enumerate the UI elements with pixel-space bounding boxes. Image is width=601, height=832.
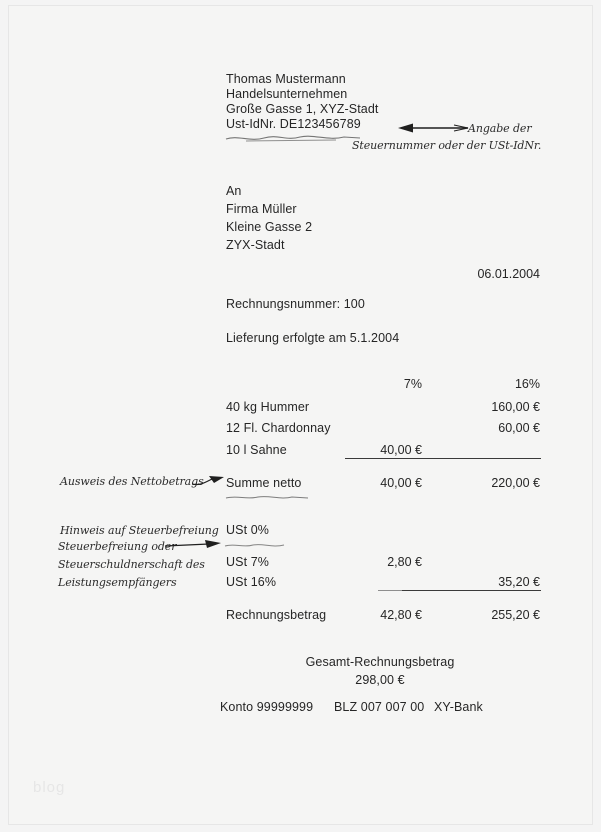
invoice-number: Rechnungsnummer: 100 bbox=[226, 297, 365, 311]
sender-business: Handelsunternehmen bbox=[226, 87, 348, 101]
invoice-total-amount-7: 42,80 € bbox=[380, 608, 422, 622]
vat-rows-rule-tail bbox=[378, 590, 402, 591]
table-header-7: 7% bbox=[403, 377, 422, 391]
table-row: 10 l Sahne bbox=[226, 443, 287, 457]
vat-row-amount-7: 2,80 € bbox=[387, 555, 422, 569]
table-row-amount-16: 60,00 € bbox=[498, 421, 540, 435]
vat-row-label: USt 0% bbox=[226, 523, 269, 537]
vat-rows-rule bbox=[402, 590, 541, 591]
vat-row-label: USt 7% bbox=[226, 555, 269, 569]
vat-row-amount-16: 35,20 € bbox=[498, 575, 540, 589]
table-row-amount-7: 40,00 € bbox=[380, 443, 422, 457]
delivery-date: Lieferung erfolgte am 5.1.2004 bbox=[226, 331, 400, 345]
invoice-date: 06.01.2004 bbox=[477, 267, 540, 281]
grand-total-amount: 298,00 € bbox=[355, 673, 405, 687]
tax-exemption-annotation-line4: Leistungsempfängers bbox=[58, 576, 177, 589]
table-row: 40 kg Hummer bbox=[226, 400, 310, 414]
invoice-total-amount-16: 255,20 € bbox=[491, 608, 540, 622]
net-total-amount-16: 220,00 € bbox=[491, 476, 540, 490]
net-total-underline bbox=[222, 489, 312, 507]
net-total-amount-7: 40,00 € bbox=[380, 476, 422, 490]
net-amount-annotation-arrow bbox=[192, 472, 226, 488]
bank-name: XY-Bank bbox=[434, 700, 483, 714]
recipient-salutation: An bbox=[226, 184, 242, 198]
tax-exemption-annotation-line1: Hinweis auf Steuerbefreiung bbox=[60, 524, 219, 537]
grand-total-label: Gesamt-Rechnungsbetrag bbox=[305, 655, 455, 669]
vat-id-annotation-arrow bbox=[396, 121, 472, 135]
sender-vat-id: Ust-IdNr. DE123456789 bbox=[226, 117, 361, 131]
bank-account: Konto 99999999 bbox=[220, 700, 314, 714]
sender-address: Große Gasse 1, XYZ-Stadt bbox=[226, 102, 379, 116]
net-amount-annotation: Ausweis des Nettobetrags bbox=[60, 475, 204, 488]
table-row: 12 Fl. Chardonnay bbox=[226, 421, 331, 435]
bank-code: BLZ 007 007 00 bbox=[334, 700, 425, 714]
invoice-total-label: Rechnungsbetrag bbox=[226, 608, 327, 622]
tax-exemption-annotation-line3: Steuerschuldnerschaft des bbox=[58, 558, 205, 571]
vat-id-underline bbox=[224, 130, 364, 148]
tax-exemption-annotation-arrow bbox=[165, 539, 223, 551]
vat-id-annotation-line2: Steuernummer oder der USt-IdNr. bbox=[352, 139, 542, 152]
sender-name: Thomas Mustermann bbox=[226, 72, 346, 86]
recipient-street: Kleine Gasse 2 bbox=[226, 220, 313, 234]
vat-id-annotation-line1: Angabe der bbox=[468, 122, 532, 135]
net-total-label: Summe netto bbox=[226, 476, 302, 490]
tax-exemption-annotation-line2: Steuerbefreiung oder bbox=[58, 540, 177, 553]
line-items-rule bbox=[345, 458, 541, 459]
table-header-16: 16% bbox=[514, 377, 540, 391]
table-row-amount-16: 160,00 € bbox=[491, 400, 540, 414]
watermark: blog bbox=[33, 779, 66, 796]
recipient-company: Firma Müller bbox=[226, 202, 297, 216]
recipient-city: ZYX-Stadt bbox=[226, 238, 285, 252]
vat-row-label: USt 16% bbox=[226, 575, 277, 589]
